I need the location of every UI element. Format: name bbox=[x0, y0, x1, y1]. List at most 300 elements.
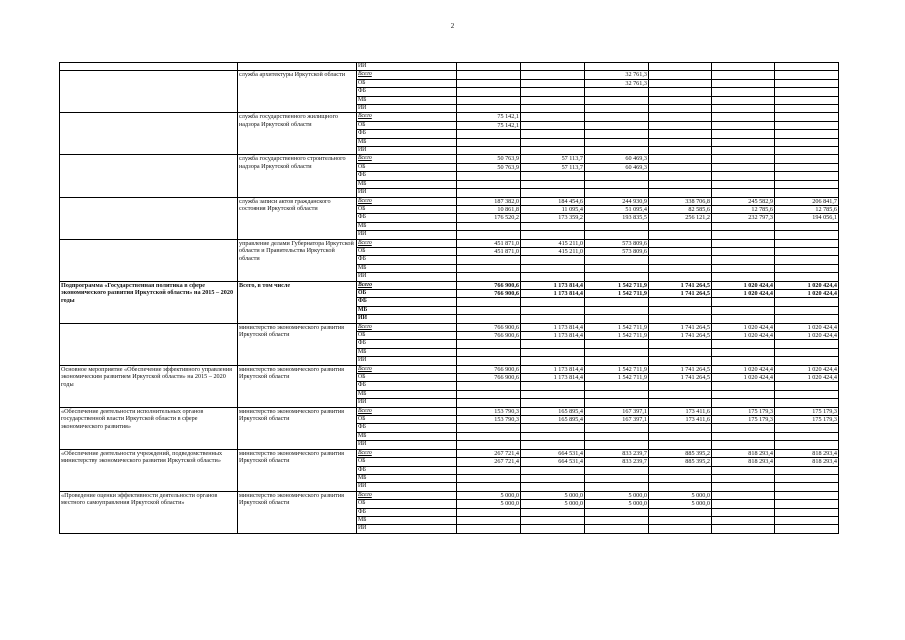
amount-cell: 1 542 711,9 bbox=[585, 365, 649, 373]
amount-cell bbox=[457, 298, 521, 306]
amount-cell bbox=[649, 348, 712, 356]
amount-cell bbox=[649, 71, 712, 79]
amount-cell: 1 020 424,4 bbox=[712, 365, 775, 373]
funding-source-cell: ФБ bbox=[357, 214, 457, 222]
amount-cell bbox=[585, 88, 649, 96]
amount-cell bbox=[649, 273, 712, 281]
amount-cell bbox=[521, 63, 585, 71]
amount-cell bbox=[521, 138, 585, 146]
amount-cell bbox=[712, 382, 775, 390]
amount-cell bbox=[649, 256, 712, 264]
amount-cell: 165 895,4 bbox=[521, 416, 585, 424]
amount-cell: 50 763,9 bbox=[457, 155, 521, 163]
funding-source-cell: ОБ bbox=[357, 121, 457, 129]
amount-cell bbox=[521, 121, 585, 129]
amount-cell bbox=[521, 315, 585, 323]
amount-cell bbox=[457, 147, 521, 155]
amount-cell bbox=[649, 147, 712, 155]
amount-cell bbox=[521, 88, 585, 96]
amount-cell bbox=[649, 222, 712, 230]
amount-cell: 833 239,7 bbox=[585, 449, 649, 457]
amount-cell bbox=[585, 231, 649, 239]
amount-cell: 12 785,6 bbox=[775, 205, 839, 213]
amount-cell: 232 797,3 bbox=[712, 214, 775, 222]
amount-cell: 176 520,2 bbox=[457, 214, 521, 222]
amount-cell bbox=[775, 88, 839, 96]
amount-cell bbox=[521, 382, 585, 390]
funding-source-cell: ИИ bbox=[357, 315, 457, 323]
amount-cell bbox=[585, 483, 649, 491]
amount-cell: 50 763,9 bbox=[457, 163, 521, 171]
amount-cell: 1 173 814,4 bbox=[521, 332, 585, 340]
amount-cell bbox=[521, 348, 585, 356]
amount-cell bbox=[521, 390, 585, 398]
amount-cell bbox=[521, 441, 585, 449]
amount-cell bbox=[457, 357, 521, 365]
amount-cell bbox=[649, 525, 712, 533]
amount-cell bbox=[775, 247, 839, 255]
funding-source-cell: ФБ bbox=[357, 88, 457, 96]
amount-cell: 175 179,3 bbox=[712, 407, 775, 415]
amount-cell bbox=[585, 105, 649, 113]
funding-source-cell: ИИ bbox=[357, 399, 457, 407]
amount-cell bbox=[775, 500, 839, 508]
funding-source-cell: Всего bbox=[357, 197, 457, 205]
amount-cell bbox=[457, 138, 521, 146]
amount-cell bbox=[585, 147, 649, 155]
amount-cell: 818 293,4 bbox=[712, 458, 775, 466]
amount-cell bbox=[649, 113, 712, 121]
amount-cell bbox=[457, 483, 521, 491]
amount-cell bbox=[585, 256, 649, 264]
amount-cell bbox=[775, 340, 839, 348]
amount-cell: 766 900,6 bbox=[457, 365, 521, 373]
funding-source-cell: ОБ bbox=[357, 332, 457, 340]
amount-cell bbox=[775, 508, 839, 516]
funding-source-cell: Всего bbox=[357, 365, 457, 373]
amount-cell bbox=[585, 180, 649, 188]
amount-cell bbox=[521, 71, 585, 79]
amount-cell bbox=[775, 315, 839, 323]
amount-cell bbox=[775, 516, 839, 524]
amount-cell bbox=[775, 239, 839, 247]
amount-cell bbox=[649, 180, 712, 188]
amount-cell bbox=[521, 474, 585, 482]
amount-cell bbox=[521, 516, 585, 524]
amount-cell bbox=[775, 79, 839, 87]
amount-cell: 573 809,6 bbox=[585, 239, 649, 247]
amount-cell bbox=[775, 147, 839, 155]
amount-cell: 194 056,1 bbox=[775, 214, 839, 222]
amount-cell bbox=[649, 306, 712, 314]
amount-cell bbox=[457, 306, 521, 314]
amount-cell bbox=[457, 525, 521, 533]
executor-cell: министерство экономического развития Иркутской области bbox=[238, 449, 357, 491]
amount-cell bbox=[649, 516, 712, 524]
amount-cell bbox=[775, 138, 839, 146]
amount-cell bbox=[712, 79, 775, 87]
amount-cell bbox=[712, 432, 775, 440]
page-number: 2 bbox=[450, 22, 455, 30]
amount-cell bbox=[775, 382, 839, 390]
activity-name-cell: «Обеспечение деятельности учреждений, подведомственных министерству экономического развития Иркутской области» bbox=[60, 449, 238, 491]
funding-source-cell: ОБ bbox=[357, 205, 457, 213]
amount-cell bbox=[712, 231, 775, 239]
amount-cell bbox=[649, 88, 712, 96]
amount-cell bbox=[457, 96, 521, 104]
funding-source-cell: ФБ bbox=[357, 256, 457, 264]
amount-cell bbox=[649, 399, 712, 407]
amount-cell: 1 741 264,5 bbox=[649, 281, 712, 289]
activity-name-cell bbox=[60, 63, 238, 71]
amount-cell bbox=[457, 231, 521, 239]
amount-cell bbox=[457, 79, 521, 87]
amount-cell: 1 741 264,5 bbox=[649, 365, 712, 373]
amount-cell bbox=[775, 441, 839, 449]
amount-cell: 5 000,0 bbox=[457, 491, 521, 499]
amount-cell bbox=[457, 105, 521, 113]
amount-cell bbox=[521, 96, 585, 104]
amount-cell bbox=[457, 180, 521, 188]
amount-cell: 1 020 424,4 bbox=[712, 281, 775, 289]
activity-name-cell bbox=[60, 71, 238, 113]
amount-cell bbox=[585, 172, 649, 180]
amount-cell bbox=[712, 348, 775, 356]
amount-cell bbox=[712, 247, 775, 255]
amount-cell bbox=[775, 491, 839, 499]
funding-source-cell: Всего bbox=[357, 491, 457, 499]
executor-cell: министерство экономического развития Иркутской области bbox=[238, 491, 357, 533]
amount-cell bbox=[585, 525, 649, 533]
funding-source-cell: МБ bbox=[357, 390, 457, 398]
amount-cell bbox=[457, 130, 521, 138]
amount-cell bbox=[649, 163, 712, 171]
amount-cell bbox=[521, 273, 585, 281]
funding-source-cell: МБ bbox=[357, 264, 457, 272]
table-row bbox=[60, 155, 839, 163]
funding-source-cell: Всего bbox=[357, 449, 457, 457]
amount-cell bbox=[649, 96, 712, 104]
amount-cell bbox=[585, 130, 649, 138]
amount-cell bbox=[649, 79, 712, 87]
amount-cell bbox=[521, 222, 585, 230]
activity-name-cell bbox=[60, 197, 238, 239]
amount-cell bbox=[585, 189, 649, 197]
amount-cell: 245 582,9 bbox=[712, 197, 775, 205]
amount-cell bbox=[712, 239, 775, 247]
amount-cell bbox=[712, 315, 775, 323]
amount-cell bbox=[585, 298, 649, 306]
amount-cell bbox=[775, 474, 839, 482]
amount-cell bbox=[457, 63, 521, 71]
table-row bbox=[60, 449, 839, 457]
funding-source-cell: МБ bbox=[357, 516, 457, 524]
amount-cell bbox=[649, 382, 712, 390]
funding-source-cell: ОБ bbox=[357, 458, 457, 466]
amount-cell: 5 000,0 bbox=[585, 491, 649, 499]
amount-cell bbox=[457, 508, 521, 516]
amount-cell bbox=[712, 256, 775, 264]
executor-cell: Всего, в том числе bbox=[238, 281, 357, 323]
amount-cell: 165 895,4 bbox=[521, 407, 585, 415]
amount-cell: 153 790,3 bbox=[457, 416, 521, 424]
amount-cell bbox=[521, 113, 585, 121]
funding-source-cell: ИИ bbox=[357, 147, 457, 155]
amount-cell bbox=[712, 113, 775, 121]
executor-cell: министерство экономического развития Иркутской области bbox=[238, 407, 357, 449]
amount-cell: 818 293,4 bbox=[712, 449, 775, 457]
amount-cell bbox=[457, 399, 521, 407]
amount-cell: 1 020 424,4 bbox=[775, 374, 839, 382]
funding-source-cell: ИИ bbox=[357, 63, 457, 71]
amount-cell bbox=[712, 138, 775, 146]
amount-cell bbox=[775, 222, 839, 230]
funding-source-cell: ФБ bbox=[357, 298, 457, 306]
amount-cell: 5 000,0 bbox=[649, 500, 712, 508]
funding-source-cell: ИИ bbox=[357, 231, 457, 239]
table-row bbox=[60, 239, 839, 247]
amount-cell bbox=[649, 483, 712, 491]
amount-cell bbox=[457, 466, 521, 474]
amount-cell bbox=[457, 516, 521, 524]
amount-cell bbox=[775, 357, 839, 365]
amount-cell: 267 721,4 bbox=[457, 458, 521, 466]
amount-cell bbox=[457, 424, 521, 432]
amount-cell bbox=[521, 306, 585, 314]
amount-cell bbox=[649, 247, 712, 255]
amount-cell bbox=[585, 273, 649, 281]
amount-cell bbox=[775, 264, 839, 272]
amount-cell bbox=[649, 172, 712, 180]
amount-cell: 415 211,0 bbox=[521, 239, 585, 247]
amount-cell: 818 293,4 bbox=[775, 458, 839, 466]
activity-name-cell: Основное мероприятие «Обеспечение эффективного управления экономическим развитием Иркутской области» на 2015 – 2020 годы bbox=[60, 365, 238, 407]
amount-cell: 1 173 814,4 bbox=[521, 374, 585, 382]
funding-source-cell: ФБ bbox=[357, 130, 457, 138]
amount-cell bbox=[775, 155, 839, 163]
amount-cell bbox=[712, 273, 775, 281]
amount-cell: 1 173 814,4 bbox=[521, 323, 585, 331]
amount-cell: 184 454,6 bbox=[521, 197, 585, 205]
amount-cell: 1 020 424,4 bbox=[775, 332, 839, 340]
amount-cell bbox=[712, 424, 775, 432]
funding-source-cell: МБ bbox=[357, 474, 457, 482]
amount-cell: 885 395,2 bbox=[649, 458, 712, 466]
amount-cell bbox=[457, 71, 521, 79]
amount-cell: 766 900,6 bbox=[457, 323, 521, 331]
amount-cell bbox=[775, 256, 839, 264]
amount-cell: 1 020 424,4 bbox=[712, 323, 775, 331]
executor-cell: служба государственного строительного надзора Иркутской области bbox=[238, 155, 357, 197]
amount-cell: 57 113,7 bbox=[521, 155, 585, 163]
amount-cell bbox=[712, 189, 775, 197]
amount-cell: 175 179,3 bbox=[775, 407, 839, 415]
amount-cell bbox=[649, 390, 712, 398]
amount-cell bbox=[521, 424, 585, 432]
amount-cell: 173 411,6 bbox=[649, 416, 712, 424]
amount-cell bbox=[712, 491, 775, 499]
funding-source-cell: ФБ bbox=[357, 172, 457, 180]
amount-cell bbox=[521, 483, 585, 491]
amount-cell bbox=[457, 256, 521, 264]
amount-cell bbox=[457, 88, 521, 96]
amount-cell: 82 585,6 bbox=[649, 205, 712, 213]
amount-cell bbox=[775, 121, 839, 129]
amount-cell: 1 741 264,5 bbox=[649, 289, 712, 297]
amount-cell: 664 531,4 bbox=[521, 449, 585, 457]
amount-cell bbox=[457, 382, 521, 390]
amount-cell bbox=[649, 105, 712, 113]
amount-cell bbox=[585, 508, 649, 516]
amount-cell bbox=[457, 340, 521, 348]
amount-cell bbox=[457, 348, 521, 356]
funding-source-cell: ФБ bbox=[357, 508, 457, 516]
table-row bbox=[60, 113, 839, 121]
funding-source-cell: МБ bbox=[357, 180, 457, 188]
amount-cell bbox=[649, 121, 712, 129]
amount-cell: 833 239,7 bbox=[585, 458, 649, 466]
amount-cell: 1 020 424,4 bbox=[775, 323, 839, 331]
amount-cell bbox=[521, 466, 585, 474]
table-row bbox=[60, 71, 839, 79]
activity-name-cell: «Проведение оценки эффективности деятельности органов местного самоуправления Иркутской области» bbox=[60, 491, 238, 533]
executor-cell: министерство экономического развития Иркутской области bbox=[238, 365, 357, 407]
amount-cell bbox=[585, 306, 649, 314]
amount-cell bbox=[649, 138, 712, 146]
amount-cell bbox=[712, 340, 775, 348]
amount-cell: 1 542 711,9 bbox=[585, 281, 649, 289]
amount-cell: 573 809,6 bbox=[585, 247, 649, 255]
amount-cell bbox=[585, 474, 649, 482]
activity-name-cell bbox=[60, 113, 238, 155]
amount-cell bbox=[457, 474, 521, 482]
funding-source-cell: Всего bbox=[357, 323, 457, 331]
amount-cell: 415 211,0 bbox=[521, 247, 585, 255]
amount-cell bbox=[775, 390, 839, 398]
amount-cell bbox=[775, 306, 839, 314]
activity-name-cell bbox=[60, 155, 238, 197]
amount-cell bbox=[712, 264, 775, 272]
amount-cell bbox=[585, 63, 649, 71]
amount-cell bbox=[585, 466, 649, 474]
amount-cell bbox=[457, 390, 521, 398]
amount-cell bbox=[712, 88, 775, 96]
amount-cell bbox=[712, 508, 775, 516]
amount-cell bbox=[712, 147, 775, 155]
amount-cell bbox=[775, 466, 839, 474]
amount-cell bbox=[775, 231, 839, 239]
funding-source-cell: Всего bbox=[357, 113, 457, 121]
amount-cell bbox=[521, 79, 585, 87]
amount-cell: 5 000,0 bbox=[649, 491, 712, 499]
amount-cell bbox=[521, 357, 585, 365]
amount-cell bbox=[649, 189, 712, 197]
amount-cell: 193 835,5 bbox=[585, 214, 649, 222]
amount-cell bbox=[585, 424, 649, 432]
amount-cell: 1 020 424,4 bbox=[712, 374, 775, 382]
amount-cell: 1 542 711,9 bbox=[585, 374, 649, 382]
amount-cell bbox=[521, 508, 585, 516]
amount-cell: 175 179,3 bbox=[775, 416, 839, 424]
amount-cell bbox=[775, 63, 839, 71]
funding-source-cell: ОБ bbox=[357, 500, 457, 508]
amount-cell bbox=[649, 264, 712, 272]
funding-source-cell: МБ bbox=[357, 138, 457, 146]
amount-cell: 1 020 424,4 bbox=[712, 332, 775, 340]
amount-cell bbox=[649, 474, 712, 482]
amount-cell: 1 020 424,4 bbox=[712, 289, 775, 297]
amount-cell: 338 706,8 bbox=[649, 197, 712, 205]
funding-source-cell: ИИ bbox=[357, 525, 457, 533]
amount-cell: 1 173 814,4 bbox=[521, 289, 585, 297]
executor-cell: министерство экономического развития Иркутской области bbox=[238, 323, 357, 365]
amount-cell: 175 179,3 bbox=[712, 416, 775, 424]
amount-cell bbox=[712, 172, 775, 180]
amount-cell: 1 020 424,4 bbox=[775, 365, 839, 373]
amount-cell: 51 095,4 bbox=[585, 205, 649, 213]
amount-cell bbox=[775, 180, 839, 188]
amount-cell: 173 359,2 bbox=[521, 214, 585, 222]
amount-cell bbox=[585, 382, 649, 390]
amount-cell: 75 142,1 bbox=[457, 113, 521, 121]
funding-source-cell: МБ bbox=[357, 96, 457, 104]
funding-source-cell: ОБ bbox=[357, 374, 457, 382]
amount-cell: 451 871,0 bbox=[457, 247, 521, 255]
amount-cell bbox=[521, 264, 585, 272]
amount-cell: 1 741 264,5 bbox=[649, 332, 712, 340]
funding-source-cell: ИИ bbox=[357, 483, 457, 491]
amount-cell bbox=[712, 180, 775, 188]
amount-cell bbox=[585, 222, 649, 230]
amount-cell bbox=[712, 130, 775, 138]
table-row bbox=[60, 323, 839, 331]
amount-cell: 766 900,6 bbox=[457, 281, 521, 289]
amount-cell: 1 020 424,4 bbox=[775, 281, 839, 289]
amount-cell: 1 173 814,4 bbox=[521, 281, 585, 289]
activity-name-cell: Подпрограмма «Государственная политика в сфере экономического развития Иркутской области» на 2015 – 2020 годы bbox=[60, 281, 238, 323]
amount-cell bbox=[712, 222, 775, 230]
amount-cell bbox=[775, 189, 839, 197]
amount-cell bbox=[712, 71, 775, 79]
amount-cell bbox=[649, 441, 712, 449]
amount-cell bbox=[712, 441, 775, 449]
amount-cell: 10 861,8 bbox=[457, 205, 521, 213]
executor-cell: служба архитектуры Иркутской области bbox=[238, 71, 357, 113]
amount-cell bbox=[712, 500, 775, 508]
funding-source-cell: ФБ bbox=[357, 382, 457, 390]
amount-cell: 60 469,3 bbox=[585, 155, 649, 163]
amount-cell: 766 900,6 bbox=[457, 332, 521, 340]
amount-cell bbox=[585, 357, 649, 365]
amount-cell bbox=[712, 105, 775, 113]
funding-source-cell: Всего bbox=[357, 281, 457, 289]
amount-cell bbox=[775, 424, 839, 432]
executor-cell bbox=[238, 63, 357, 71]
amount-cell bbox=[585, 96, 649, 104]
amount-cell bbox=[457, 432, 521, 440]
amount-cell bbox=[521, 298, 585, 306]
amount-cell bbox=[712, 390, 775, 398]
amount-cell bbox=[712, 466, 775, 474]
amount-cell bbox=[521, 147, 585, 155]
amount-cell: 206 841,7 bbox=[775, 197, 839, 205]
amount-cell: 5 000,0 bbox=[521, 491, 585, 499]
amount-cell bbox=[649, 315, 712, 323]
funding-source-cell: ФБ bbox=[357, 340, 457, 348]
executor-cell: служба государственного жилищного надзора Иркутской области bbox=[238, 113, 357, 155]
amount-cell bbox=[712, 357, 775, 365]
amount-cell bbox=[585, 340, 649, 348]
